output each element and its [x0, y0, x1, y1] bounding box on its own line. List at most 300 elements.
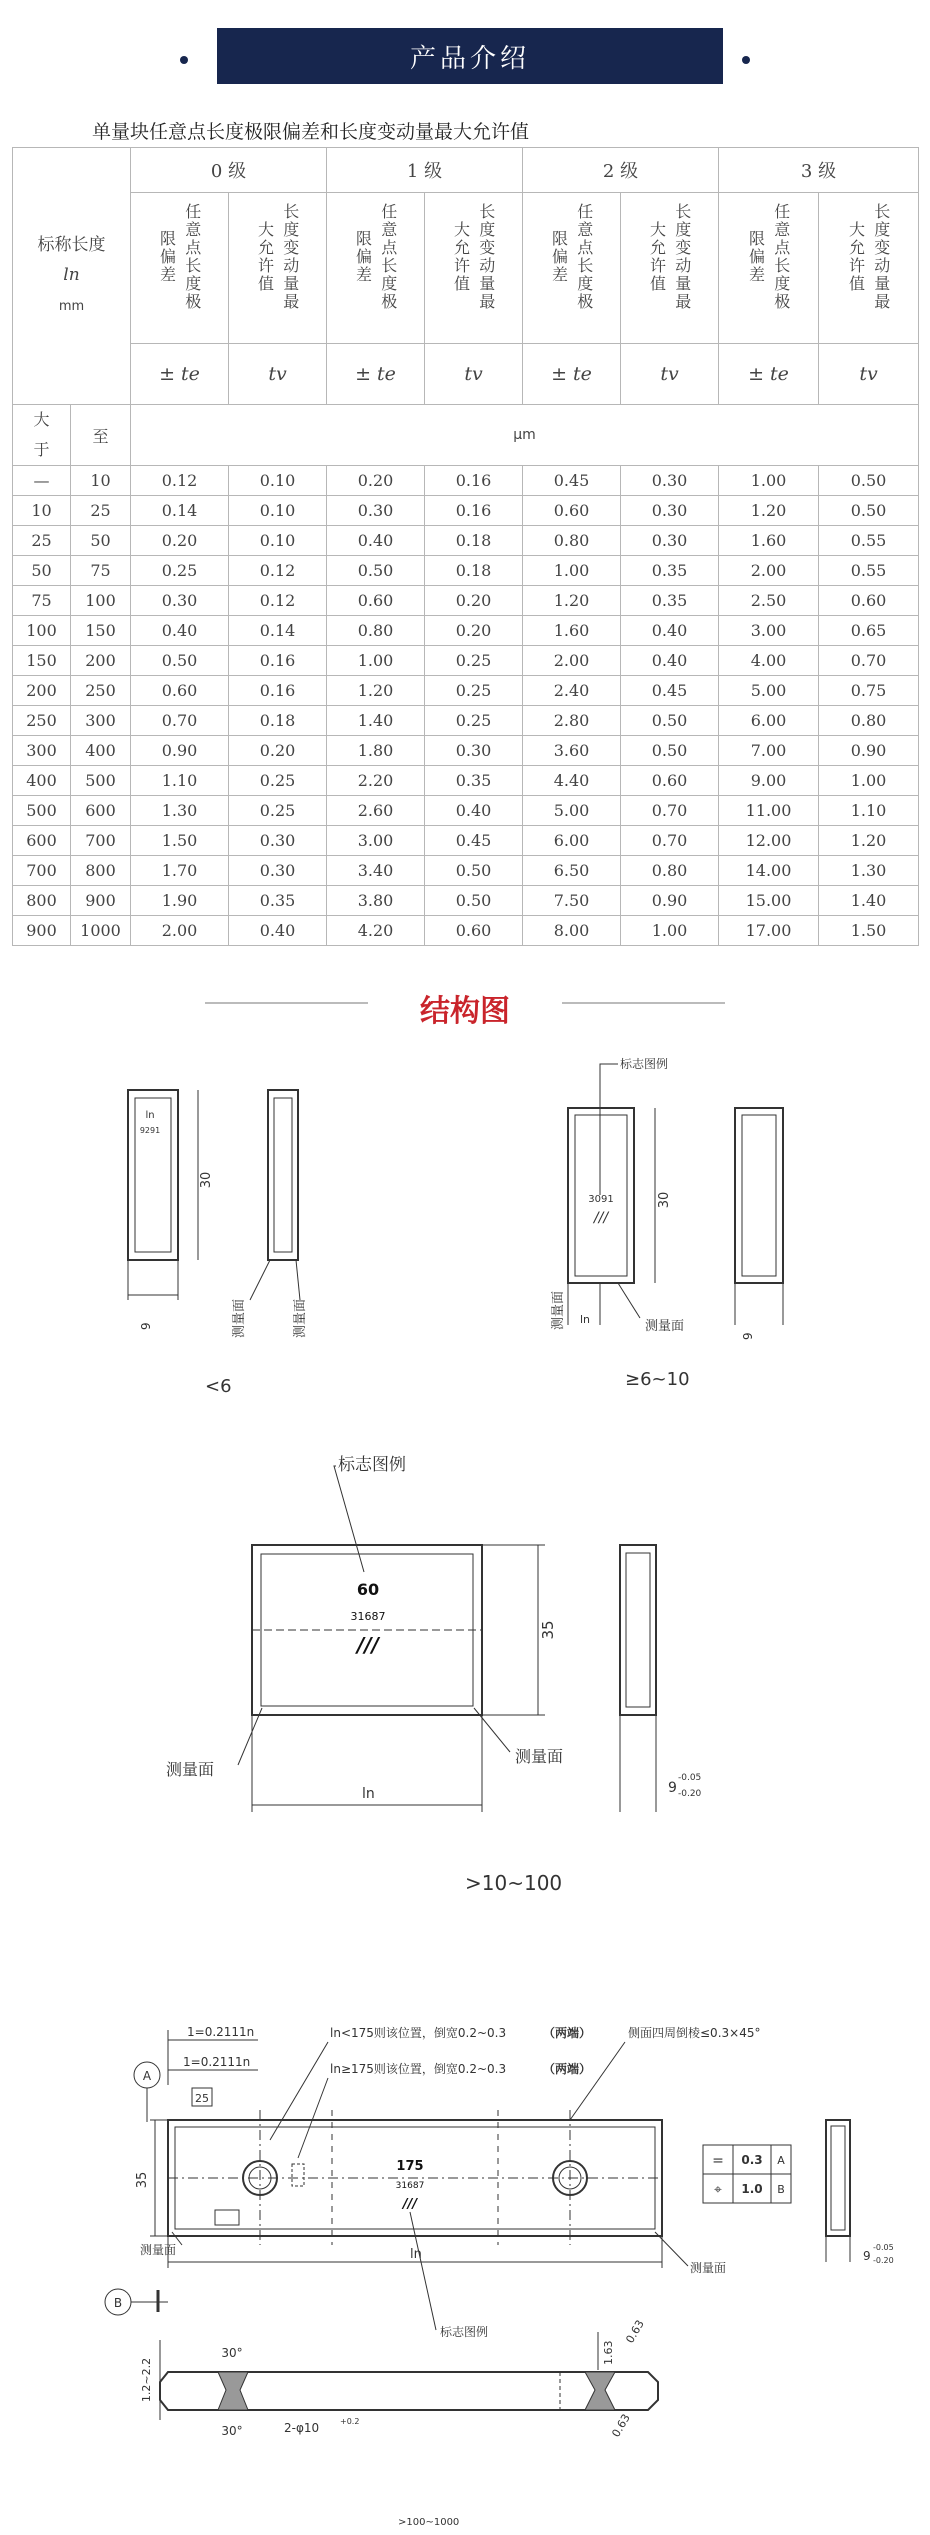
value-cell: 0.20 [131, 526, 229, 556]
value-cell: 11.00 [719, 796, 819, 826]
fig3-caption: >10~100 [465, 1871, 563, 1895]
value-cell: 2.40 [523, 676, 621, 706]
value-cell: 0.20 [327, 466, 425, 496]
value-cell: 0.60 [621, 766, 719, 796]
figure-long-block [105, 2025, 894, 2528]
value-cell: 0.35 [621, 556, 719, 586]
deviation-header-line: 任意点长度极 [182, 203, 202, 311]
value-cell: 0.80 [819, 706, 919, 736]
value-cell: 1.50 [819, 916, 919, 946]
value-cell: 0.50 [819, 466, 919, 496]
range-to-cell: 50 [71, 526, 131, 556]
value-cell: 2.80 [523, 706, 621, 736]
value-cell: 0.50 [425, 886, 523, 916]
value-cell: 0.90 [819, 736, 919, 766]
table-row [13, 826, 919, 856]
value-cell: 0.60 [131, 676, 229, 706]
fig4-datum-b: B [113, 2296, 123, 2310]
symbol-te: ± te [327, 344, 425, 405]
value-cell: 0.25 [229, 766, 327, 796]
value-cell: 0.50 [621, 706, 719, 736]
fig1-side-face [268, 1090, 298, 1260]
variation-header-line: 长度变动量最 [280, 203, 300, 311]
range-to-cell: 700 [71, 826, 131, 856]
fig3-mark-num: 31687 [350, 1610, 386, 1623]
variation-header-line: 长度变动量最 [672, 203, 692, 311]
fig2-mark-num: 3091 [588, 1194, 614, 1205]
fig3-side-face [620, 1545, 656, 1715]
table-row [13, 766, 919, 796]
range-from-cell: 50 [13, 556, 71, 586]
fig1-inner-face [135, 1098, 171, 1252]
variation-header-text [255, 193, 299, 311]
table-row [13, 466, 919, 496]
symbol-te: ± te [719, 344, 819, 405]
nominal-header-line2: ln [63, 265, 80, 285]
variation-header-text [647, 193, 691, 311]
value-cell: 3.60 [523, 736, 621, 766]
value-cell: 0.14 [229, 616, 327, 646]
nominal-length-header [13, 148, 131, 405]
value-cell: 0.10 [229, 466, 327, 496]
unit-label: μm [513, 427, 536, 443]
table-row [13, 496, 919, 526]
value-cell: 0.75 [819, 676, 919, 706]
table-caption: 单量块任意点长度极限偏差和长度变动量最大允许值 [92, 121, 530, 143]
fig1-height-dim: 30 [199, 1171, 214, 1189]
value-cell: 0.90 [621, 886, 719, 916]
value-cell: 0.25 [131, 556, 229, 586]
fig3-mark-label: 标志图例 [338, 1455, 406, 1475]
value-cell: 0.35 [425, 766, 523, 796]
grade-header: 3 级 [719, 148, 919, 193]
value-cell: 0.10 [229, 526, 327, 556]
fig4-box-25-label: 25 [195, 2092, 209, 2105]
value-cell: 0.40 [621, 616, 719, 646]
deviation-header-text [353, 193, 397, 311]
value-cell: 0.60 [819, 586, 919, 616]
fig1-mark-ln: ln [145, 1110, 155, 1121]
fig3-width-dim: 9 [668, 1780, 677, 1796]
variation-header [819, 193, 919, 344]
table-row [13, 676, 919, 706]
figure-small-block [128, 1090, 308, 1397]
value-cell: 9.00 [719, 766, 819, 796]
value-cell: 1.10 [819, 796, 919, 826]
fig3-face-label-a: 测量面 [166, 1760, 215, 1779]
table-row [13, 556, 919, 586]
deviation-header-text [157, 193, 201, 311]
value-cell: 3.00 [719, 616, 819, 646]
value-cell: 7.50 [523, 886, 621, 916]
deviation-header-text [746, 193, 790, 311]
value-cell: 2.00 [719, 556, 819, 586]
value-cell: 0.35 [621, 586, 719, 616]
deviation-header-line: 任意点长度极 [574, 203, 594, 311]
value-cell: 0.16 [229, 676, 327, 706]
value-cell: 0.12 [131, 466, 229, 496]
fig4-gdt-ref-1: A [777, 2154, 785, 2167]
fig4-face-label-a: 测量面 [140, 2243, 177, 2257]
value-cell: 0.18 [425, 556, 523, 586]
value-cell: 0.70 [621, 826, 719, 856]
value-cell: 4.40 [523, 766, 621, 796]
value-cell: 1.50 [131, 826, 229, 856]
nominal-header-line3: mm [58, 299, 85, 314]
value-cell: 0.30 [229, 856, 327, 886]
symbol-tv: tv [819, 344, 919, 405]
variation-header [621, 193, 719, 344]
deviation-header [327, 193, 425, 344]
variation-header-line: 大允许值 [451, 221, 471, 293]
value-cell: 0.60 [523, 496, 621, 526]
value-cell: 1.60 [719, 526, 819, 556]
nominal-header-line1: 标称长度 [37, 235, 106, 255]
value-cell: 0.12 [229, 556, 327, 586]
deviation-header-line: 限偏差 [353, 230, 373, 284]
fig4-tol-lower: -0.20 [873, 2256, 894, 2265]
fig3-side-inner [626, 1553, 650, 1707]
value-cell: 15.00 [719, 886, 819, 916]
range-from-cell: 500 [13, 796, 71, 826]
range-from-cell: 25 [13, 526, 71, 556]
fig4-ln: ln [410, 2247, 422, 2262]
fig4-hole-dim: 2-φ10 [284, 2421, 320, 2435]
table-row [13, 796, 919, 826]
value-cell: 1.30 [819, 856, 919, 886]
grade-header: 0 级 [131, 148, 327, 193]
fig4-mark-sym: /// [402, 2197, 418, 2212]
value-cell: 3.00 [327, 826, 425, 856]
range-from-cell: 700 [13, 856, 71, 886]
value-cell: 2.00 [131, 916, 229, 946]
value-cell: 0.30 [131, 586, 229, 616]
range-from-cell: 75 [13, 586, 71, 616]
fig4-note1: ln<175则该位置，倒宽0.2~0.3 [330, 2026, 507, 2040]
value-cell: 0.20 [229, 736, 327, 766]
value-cell: 0.50 [327, 556, 425, 586]
fig2-mark-label: 标志图例 [620, 1057, 669, 1071]
range-from-header [13, 405, 71, 466]
range-to-cell: 250 [71, 676, 131, 706]
fig4-both-ends-2: （两端） [543, 2062, 592, 2076]
variation-header-line: 大允许值 [255, 221, 275, 293]
deviation-header [719, 193, 819, 344]
range-from-label: 大于 [33, 410, 50, 459]
value-cell: 1.00 [621, 916, 719, 946]
range-to-cell: 900 [71, 886, 131, 916]
range-to-cell: 100 [71, 586, 131, 616]
variation-header [425, 193, 523, 344]
fig4-side-dim: 1.2~2.2 [140, 2357, 153, 2403]
value-cell: 0.60 [327, 586, 425, 616]
fig4-mark-label: 标志图例 [440, 2325, 489, 2339]
fig4-note2: ln≥175则该位置，倒宽0.2~0.3 [330, 2062, 507, 2076]
range-from-cell: 900 [13, 916, 71, 946]
fig4-chamfer-2: 0.63 [623, 2317, 647, 2346]
section-divider-right [562, 1002, 725, 1004]
value-cell: 2.50 [719, 586, 819, 616]
value-cell: 4.20 [327, 916, 425, 946]
fig4-chamfer-1: 1.63 [602, 2340, 615, 2365]
fig1-width-dim: 9 [139, 1322, 153, 1330]
fig2-ln: ln [580, 1313, 591, 1326]
table-row [13, 736, 919, 766]
fig4-chamfer-note: 侧面四周倒棱≤0.3×45° [628, 2026, 761, 2040]
deviation-header-line: 限偏差 [746, 230, 766, 284]
fig4-gdt-sym-2: ⌖ [714, 2182, 722, 2198]
fig4-face-label-b: 测量面 [690, 2261, 727, 2275]
value-cell: 1.00 [523, 556, 621, 586]
fig3-leader [334, 1466, 364, 1572]
value-cell: 1.60 [523, 616, 621, 646]
range-to-cell: 600 [71, 796, 131, 826]
value-cell: 0.40 [621, 646, 719, 676]
fig3-mark-size: 60 [356, 1580, 380, 1599]
symbol-tv: tv [621, 344, 719, 405]
value-cell: 0.16 [425, 496, 523, 526]
value-cell: 0.50 [425, 856, 523, 886]
value-cell: 1.00 [819, 766, 919, 796]
value-cell: 1.20 [327, 676, 425, 706]
value-cell: 0.80 [621, 856, 719, 886]
banner-dot-right [742, 56, 750, 64]
value-cell: 0.40 [327, 526, 425, 556]
fig4-section-hole [218, 2372, 248, 2410]
tolerance-table [12, 147, 919, 946]
value-cell: 1.20 [523, 586, 621, 616]
range-to-cell: 25 [71, 496, 131, 526]
fig2-side-inner [742, 1115, 776, 1276]
range-from-cell: 300 [13, 736, 71, 766]
fig4-both-ends-1: （两端） [543, 2026, 592, 2040]
range-to-cell: 10 [71, 466, 131, 496]
value-cell: 2.20 [327, 766, 425, 796]
fig4-mark-num: 31687 [395, 2181, 425, 2191]
fig4-gdt-val-2: 1.0 [741, 2182, 763, 2196]
value-cell: 0.50 [131, 646, 229, 676]
figure-medium-block [551, 1056, 783, 1390]
range-to-header [71, 405, 131, 466]
value-cell: 0.50 [621, 736, 719, 766]
value-cell: 0.35 [229, 886, 327, 916]
structure-drawings [0, 1040, 930, 2530]
value-cell: 0.25 [425, 646, 523, 676]
fig2-height-dim: 30 [657, 1191, 672, 1209]
value-cell: 1.40 [327, 706, 425, 736]
value-cell: 0.90 [131, 736, 229, 766]
value-cell: 0.80 [327, 616, 425, 646]
fig1-mark-num: 9291 [139, 1126, 161, 1135]
deviation-header-text [549, 193, 593, 311]
value-cell: 12.00 [719, 826, 819, 856]
variation-header-line: 长度变动量最 [871, 203, 891, 311]
range-to-cell: 75 [71, 556, 131, 586]
value-cell: 0.40 [229, 916, 327, 946]
value-cell: 0.45 [425, 826, 523, 856]
variation-header [229, 193, 327, 344]
fig4-mark-size: 175 [396, 2159, 424, 2174]
table-row [13, 706, 919, 736]
value-cell: 0.70 [131, 706, 229, 736]
value-cell: 7.00 [719, 736, 819, 766]
fig4-gdt-sym-1: = [712, 2153, 724, 2169]
fig4-angle-bottom: 30° [221, 2424, 243, 2438]
value-cell: 3.80 [327, 886, 425, 916]
table-row [13, 586, 919, 616]
value-cell: 2.00 [523, 646, 621, 676]
value-cell: 0.55 [819, 556, 919, 586]
range-from-cell: 800 [13, 886, 71, 916]
range-to-cell: 200 [71, 646, 131, 676]
fig4-width-dim: 9 [863, 2249, 871, 2263]
banner-title: 产品介绍 [409, 43, 530, 74]
fig2-width-dim: 9 [741, 1332, 755, 1340]
fig2-face-label-a: 测量面 [551, 1290, 566, 1330]
fig3-ln: ln [362, 1786, 375, 1802]
value-cell: 0.25 [425, 706, 523, 736]
range-from-cell: 400 [13, 766, 71, 796]
unit-cell [131, 405, 919, 466]
value-cell: 1.20 [719, 496, 819, 526]
value-cell: 0.40 [131, 616, 229, 646]
value-cell: 0.70 [621, 796, 719, 826]
fig3-face-label-b: 测量面 [515, 1747, 564, 1766]
grade-header: 2 级 [523, 148, 719, 193]
deviation-header [523, 193, 621, 344]
value-cell: 1.40 [819, 886, 919, 916]
value-cell: 0.50 [819, 496, 919, 526]
value-cell: 1.00 [327, 646, 425, 676]
range-from-cell: 10 [13, 496, 71, 526]
value-cell: 6.00 [719, 706, 819, 736]
value-cell: 1.70 [131, 856, 229, 886]
value-cell: 0.20 [425, 616, 523, 646]
fig4-hole-tol: +0.2 [340, 2417, 360, 2426]
range-to-cell: 300 [71, 706, 131, 736]
range-to-cell: 500 [71, 766, 131, 796]
range-from-cell: 150 [13, 646, 71, 676]
symbol-tv: tv [229, 344, 327, 405]
variation-header-text [846, 193, 890, 311]
banner [217, 28, 723, 84]
fig3-height-dim: 35 [539, 1620, 557, 1640]
value-cell: 8.00 [523, 916, 621, 946]
fig4-chamfer-3: 0.63 [609, 2411, 633, 2440]
table-row [13, 856, 919, 886]
value-cell: 1.90 [131, 886, 229, 916]
fig4-side-face [826, 2120, 850, 2236]
deviation-header-line: 限偏差 [157, 230, 177, 284]
value-cell: 0.30 [425, 736, 523, 766]
symbol-te: ± te [523, 344, 621, 405]
value-cell: 0.18 [425, 526, 523, 556]
fig4-gdt-ref-2: B [777, 2183, 785, 2196]
fig3-tol-upper: -0.05 [678, 1773, 702, 1783]
value-cell: 1.30 [131, 796, 229, 826]
value-cell: 14.00 [719, 856, 819, 886]
symbol-te: ± te [131, 344, 229, 405]
value-cell: 0.30 [621, 526, 719, 556]
fig4-dim-b: 1=0.2111n [183, 2055, 251, 2069]
section-title: 结构图 [420, 994, 510, 1029]
range-from-cell: — [13, 466, 71, 496]
range-to-label: 至 [92, 426, 109, 446]
value-cell: 6.50 [523, 856, 621, 886]
variation-header-line: 大允许值 [647, 221, 667, 293]
fig4-dim-a: 1=0.2111n [187, 2025, 255, 2039]
range-from-cell: 200 [13, 676, 71, 706]
fig4-datum-a: A [142, 2069, 152, 2083]
value-cell: 2.60 [327, 796, 425, 826]
value-cell: 0.30 [621, 466, 719, 496]
fig4-height-dim: 35 [135, 2171, 150, 2189]
value-cell: 1.10 [131, 766, 229, 796]
fig4-tol-upper: -0.05 [873, 2243, 894, 2252]
value-cell: 1.00 [719, 466, 819, 496]
fig2-caption: ≥6~10 [625, 1369, 690, 1390]
value-cell: 0.18 [229, 706, 327, 736]
value-cell: 0.25 [229, 796, 327, 826]
range-to-cell: 150 [71, 616, 131, 646]
table-row [13, 616, 919, 646]
fig4-angle-top: 30° [221, 2346, 243, 2360]
range-to-cell: 800 [71, 856, 131, 886]
value-cell: 1.20 [819, 826, 919, 856]
value-cell: 0.55 [819, 526, 919, 556]
fig4-gdt-val-1: 0.3 [741, 2153, 763, 2167]
value-cell: 0.80 [523, 526, 621, 556]
fig1-face-label-b: 测量面 [293, 1298, 308, 1338]
value-cell: 0.45 [621, 676, 719, 706]
fig2-face-label-b: 测量面 [645, 1319, 685, 1334]
table-row [13, 526, 919, 556]
deviation-header-line: 任意点长度极 [378, 203, 398, 311]
value-cell: 1.80 [327, 736, 425, 766]
value-cell: 0.30 [327, 496, 425, 526]
deviation-header-line: 限偏差 [549, 230, 569, 284]
figure-large-block [166, 1455, 702, 1895]
value-cell: 0.12 [229, 586, 327, 616]
value-cell: 5.00 [719, 676, 819, 706]
value-cell: 0.70 [819, 646, 919, 676]
value-cell: 0.45 [523, 466, 621, 496]
value-cell: 3.40 [327, 856, 425, 886]
variation-header-text [451, 193, 495, 311]
fig1-caption: <6 [205, 1376, 232, 1397]
range-from-cell: 250 [13, 706, 71, 736]
range-to-cell: 1000 [71, 916, 131, 946]
symbol-tv: tv [425, 344, 523, 405]
value-cell: 17.00 [719, 916, 819, 946]
range-from-cell: 100 [13, 616, 71, 646]
value-cell: 0.25 [425, 676, 523, 706]
value-cell: 0.10 [229, 496, 327, 526]
banner-dot-left [180, 56, 188, 64]
variation-header-line: 长度变动量最 [476, 203, 496, 311]
fig2-leader [600, 1064, 618, 1195]
table-row [13, 646, 919, 676]
value-cell: 0.60 [425, 916, 523, 946]
value-cell: 0.65 [819, 616, 919, 646]
value-cell: 0.16 [229, 646, 327, 676]
fig4-caption: >100~1000 [398, 2517, 460, 2528]
deviation-header [131, 193, 229, 344]
value-cell: 6.00 [523, 826, 621, 856]
table-row [13, 916, 919, 946]
fig1-side-inner [274, 1098, 292, 1252]
range-from-cell: 600 [13, 826, 71, 856]
